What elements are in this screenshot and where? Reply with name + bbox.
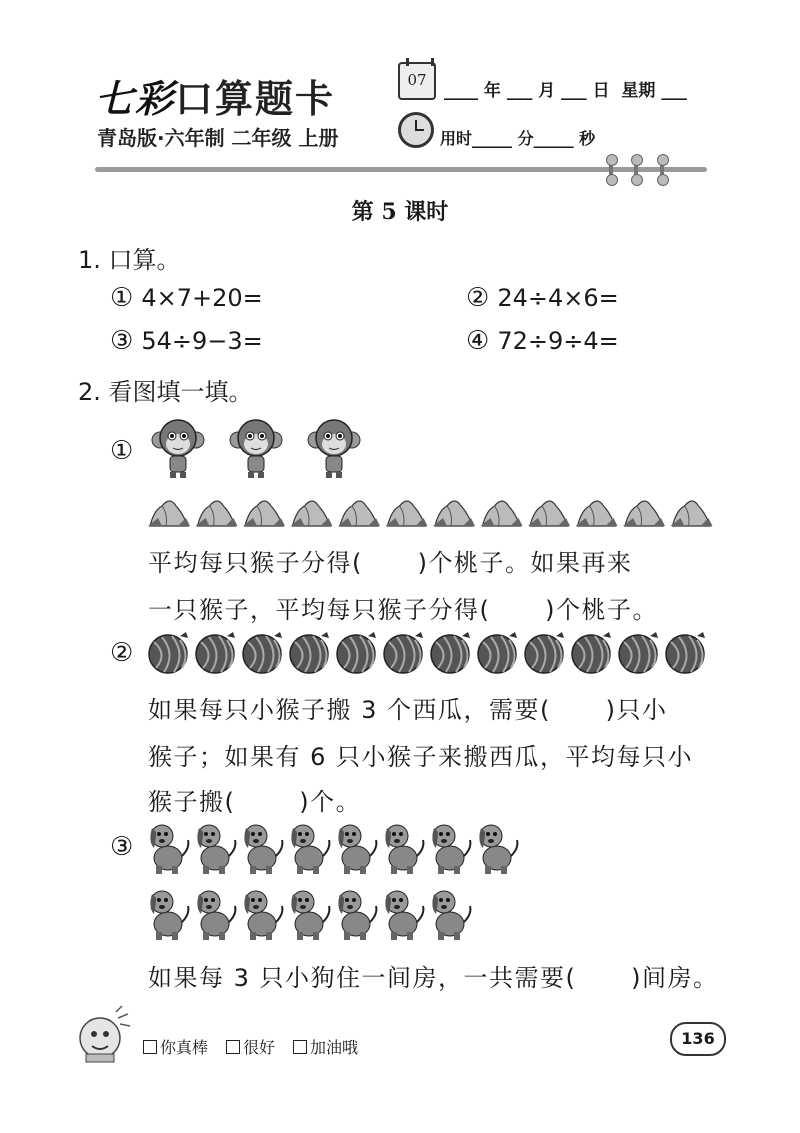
peach-icon: [623, 501, 665, 526]
peach-icon: [671, 501, 713, 526]
watermelon-group: [146, 632, 716, 676]
monkey-icon: [230, 420, 282, 478]
peach-icon: [528, 501, 570, 526]
section2-title: 2. 看图填一填。: [78, 378, 253, 406]
clock-icon: [398, 112, 434, 148]
dog-icon: [385, 825, 423, 874]
dog-icon: [244, 891, 282, 940]
peach-icon: [576, 501, 618, 526]
brand-title: [95, 68, 335, 123]
watermelon-icon: [478, 632, 517, 673]
expression: 4×7+20=: [141, 284, 263, 312]
peach-icon: [291, 501, 333, 526]
watermelon-icon: [149, 632, 188, 673]
problem2-line1: 如果每只小猴子搬 3 个西瓜，需要( )只小: [148, 696, 668, 724]
calc-item-3: [110, 326, 263, 356]
monkey-icon: [152, 420, 204, 478]
watermelon-icon: [290, 632, 329, 673]
dog-icon: [150, 825, 188, 874]
peach-icon: [148, 501, 190, 526]
dog-icon: [338, 891, 376, 940]
dog-icon: [291, 891, 329, 940]
problem2-line3: 猴子搬( )个。: [148, 788, 362, 816]
brand-suffix: 口算题卡: [175, 77, 336, 121]
pin-icon: [634, 158, 638, 182]
problem3-line1: 如果每 3 只小狗住一间房，一共需要( )间房。: [148, 964, 719, 992]
peach-icon: [196, 501, 238, 526]
dog-icon: [479, 825, 517, 874]
peach-icon: [433, 501, 475, 526]
page-number: 136: [670, 1022, 726, 1056]
watermelon-icon: [337, 632, 376, 673]
problem2-number: ②: [110, 638, 134, 668]
checkbox-good[interactable]: [226, 1040, 240, 1054]
dog-icon: [150, 891, 188, 940]
date-fields: ____ 年 ___ 月 ___ 日 星期 ___: [444, 81, 687, 101]
problem1-line1: 平均每只猴子分得( )个桃子。如果再来: [148, 549, 633, 577]
item-number: ①: [110, 283, 134, 313]
header-rule: [95, 167, 707, 172]
watermelon-icon: [666, 632, 705, 673]
peach-group: [148, 492, 718, 528]
calc-item-2: [466, 283, 619, 313]
edition-label: 青岛版·六年制 二年级 上册: [97, 126, 339, 150]
dog-icon: [432, 891, 470, 940]
pin-icon: [660, 158, 664, 182]
expression: 54÷9−3=: [141, 327, 263, 355]
problem2-line2: 猴子；如果有 6 只小猴子来搬西瓜，平均每只小: [148, 743, 694, 771]
calc-item-1: [110, 283, 263, 313]
time-fields: 用时_____ 分_____ 秒: [440, 129, 596, 148]
dog-icon: [432, 825, 470, 874]
problem3-number: ③: [110, 832, 134, 862]
dog-row-2: [146, 884, 546, 942]
item-number: ②: [466, 283, 490, 313]
dog-icon: [197, 891, 235, 940]
expression: 72÷9÷4=: [497, 327, 619, 355]
peach-icon: [386, 501, 428, 526]
watermelon-icon: [243, 632, 282, 673]
dog-icon: [291, 825, 329, 874]
item-number: ④: [466, 326, 490, 356]
pin-icon: [609, 158, 613, 182]
check-label: 很好: [243, 1038, 276, 1057]
peach-icon: [243, 501, 285, 526]
calc-item-4: [466, 326, 619, 356]
dog-row-1: [146, 818, 546, 876]
watermelon-icon: [384, 632, 423, 673]
peach-icon: [481, 501, 523, 526]
brand-prefix: 七彩: [95, 77, 176, 121]
calendar-number: 07: [407, 71, 427, 89]
self-evaluation: [143, 1035, 358, 1058]
calendar-icon: [398, 62, 436, 100]
watermelon-icon: [619, 632, 658, 673]
dog-icon: [244, 825, 282, 874]
check-label: 加油哦: [310, 1038, 359, 1057]
problem1-line2: 一只猴子，平均每只猴子分得( )个桃子。: [148, 596, 658, 624]
checkbox-keep-going[interactable]: [293, 1040, 307, 1054]
problem1-number: ①: [110, 436, 134, 466]
monkey-group: [148, 414, 368, 480]
peach-icon: [338, 501, 380, 526]
monkey-icon: [308, 420, 360, 478]
expression: 24÷4×6=: [497, 284, 619, 312]
checkbox-great[interactable]: [143, 1040, 157, 1054]
item-number: ③: [110, 326, 134, 356]
check-label: 你真棒: [160, 1038, 209, 1057]
watermelon-icon: [431, 632, 470, 673]
mascot-icon: [72, 1004, 134, 1066]
watermelon-icon: [196, 632, 235, 673]
watermelon-icon: [525, 632, 564, 673]
dog-icon: [197, 825, 235, 874]
dog-icon: [338, 825, 376, 874]
section1-title: 1. 口算。: [78, 246, 181, 274]
lesson-title: 第 5 课时: [351, 199, 449, 225]
watermelon-icon: [572, 632, 611, 673]
dog-icon: [385, 891, 423, 940]
